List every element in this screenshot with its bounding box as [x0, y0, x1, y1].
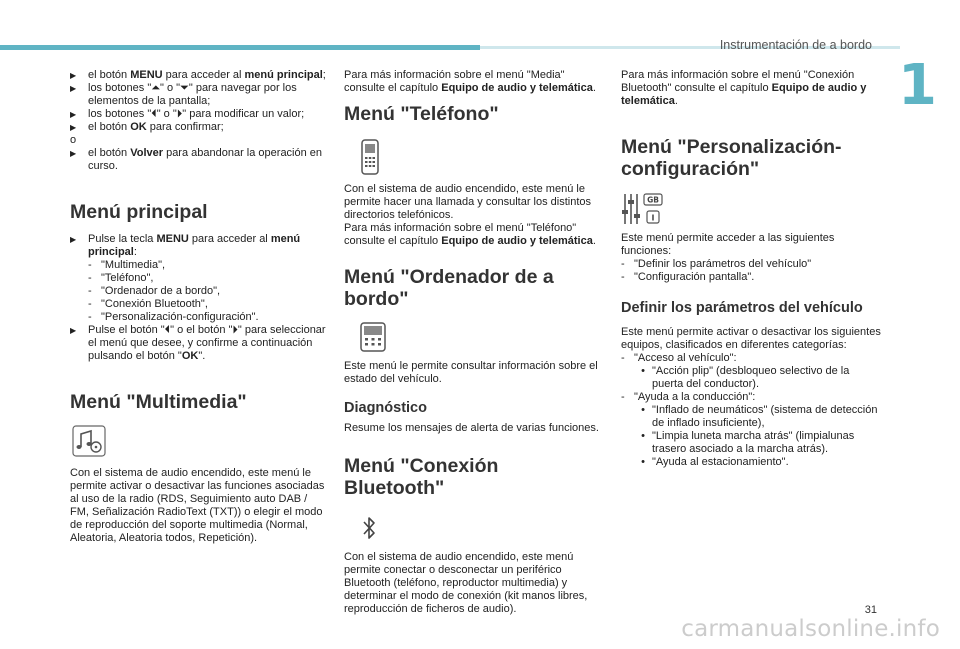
arrow-bullet-icon: ▶	[70, 235, 77, 244]
diagnostico-body: Resume los mensajes de alerta de varias funciones.	[344, 422, 599, 434]
list-item: - "Configuración pantalla".	[621, 271, 755, 283]
header-accent-bar	[0, 45, 480, 50]
bullet-item: ▶ Pulse la tecla MENU para acceder al menú principal:	[70, 233, 301, 258]
bullet-item: ▶ el botón OK para confirmar;	[70, 121, 224, 133]
heading-definir-parametros: Definir los parámetros del vehículo	[621, 300, 863, 316]
heading-menu-bluetooth: Menú "Conexión Bluetooth"	[344, 455, 499, 499]
sub-bullet-item: • "Limpia luneta marcha atrás" (limpialunas trasero asociado a la marcha atrás).	[641, 430, 855, 455]
svg-text:I: I	[651, 213, 655, 223]
bluetooth-more: Para más información sobre el menú "Conexión Bluetooth" consulte el capítulo Equipo de audio y telemática.	[621, 69, 867, 107]
section-title: Instrumentación de a bordo	[719, 38, 872, 52]
heading-diagnostico: Diagnóstico	[344, 400, 427, 416]
list-item: - "Conexión Bluetooth",	[88, 298, 208, 310]
ordenador-body: Este menú le permite consultar información sobre el estado del vehículo.	[344, 360, 598, 385]
or-text: o	[70, 134, 77, 146]
list-item: - "Personalización-configuración".	[88, 311, 259, 323]
phone-icon	[360, 139, 380, 175]
bullet-item: ▶ los botones "⏶" o "⏷" para navegar por los elementos de la pantalla;	[70, 82, 297, 107]
list-item: - "Ordenador de a bordo",	[88, 285, 221, 297]
definir-body: Este menú permite activar o desactivar los siguientes equipos, clasificados en diferentes categorías:	[621, 326, 881, 351]
heading-menu-telefono: Menú "Teléfono"	[344, 103, 499, 125]
chapter-number: 1	[898, 53, 937, 118]
arrow-bullet-icon: ▶	[70, 123, 77, 132]
category-item: - "Acceso al vehículo":	[621, 352, 737, 364]
arrow-bullet-icon: ▶	[70, 71, 77, 80]
sub-bullet-item: • "Acción plip" (desbloqueo selectivo de la puerta del conductor).	[641, 365, 850, 390]
list-item: - "Multimedia",	[88, 259, 166, 271]
arrow-bullet-icon: ▶	[70, 149, 77, 158]
bluetooth-body: Con el sistema de audio encendido, este menú permite conectar o desconectar un periférico Bluetooth (teléfono, reproductor multimedia) y determinar el modo de conexión (kit manos libres, reproducción de ficheros de audio).	[344, 551, 588, 615]
arrow-bullet-icon: ▶	[70, 326, 77, 335]
arrow-bullet-icon: ▶	[70, 110, 77, 119]
bluetooth-icon	[362, 515, 376, 541]
heading-menu-principal: Menú principal	[70, 201, 208, 223]
sub-bullet-item: • "Ayuda al estacionamiento".	[641, 456, 789, 468]
heading-menu-ordenador: Menú "Ordenador de a bordo"	[344, 266, 554, 310]
multimedia-more: Para más información sobre el menú "Media" consulte el capítulo Equipo de audio y telemática.	[344, 69, 596, 94]
column-2	[344, 69, 602, 616]
watermark: carmanualsonline.info	[681, 616, 940, 642]
bullet-item: ▶ Pulse el botón "⏴" o el botón "⏵" para seleccionar el menú que desee, y confirme a continuación pulsando el botón "OK".	[70, 324, 326, 362]
arrow-bullet-icon: ▶	[70, 84, 77, 93]
svg-text:GB: GB	[647, 195, 659, 205]
list-item: - "Teléfono",	[88, 272, 154, 284]
page-number: 31	[864, 604, 877, 616]
personalizacion-body: Este menú permite acceder a las siguientes funciones:	[621, 232, 835, 257]
sub-bullet-item: • "Inflado de neumáticos" (sistema de detección de inflado insuficiente),	[641, 404, 878, 429]
column-3	[621, 69, 883, 469]
list-item: - "Definir los parámetros del vehículo"	[621, 258, 812, 270]
telefono-more: Para más información sobre el menú "Teléfono" consulte el capítulo Equipo de audio y telemática.	[344, 222, 596, 247]
telefono-body: Con el sistema de audio encendido, este menú le permite hacer una llamada y consultar los distintos directorios telefónicos.	[344, 183, 592, 221]
settings-sliders-icon	[621, 192, 665, 226]
heading-menu-multimedia: Menú "Multimedia"	[70, 391, 247, 413]
heading-menu-personalizacion: Menú "Personalización-configuración"	[621, 136, 842, 180]
trip-computer-icon	[360, 322, 386, 352]
multimedia-body: Con el sistema de audio encendido, este menú le permite activar o desactivar las funciones asociadas al uso de la radio (RDS, Seguimiento auto DAB / FM, Señalización RadioText (TXT)) o elegir el modo de reproducción del soporte multimedia (Normal, Aleatoria, Aleatoria todos, Repetición).	[70, 467, 325, 544]
category-item: - "Ayuda a la conducción":	[621, 391, 756, 403]
column-1	[70, 69, 328, 545]
bullet-item: ▶ el botón MENU para acceder al menú principal;	[70, 69, 326, 81]
bullet-item: ▶ los botones "⏴" o "⏵" para modificar un valor;	[70, 108, 305, 120]
multimedia-icon	[72, 425, 106, 457]
bullet-item: ▶ el botón Volver para abandonar la operación en curso.	[70, 147, 323, 172]
